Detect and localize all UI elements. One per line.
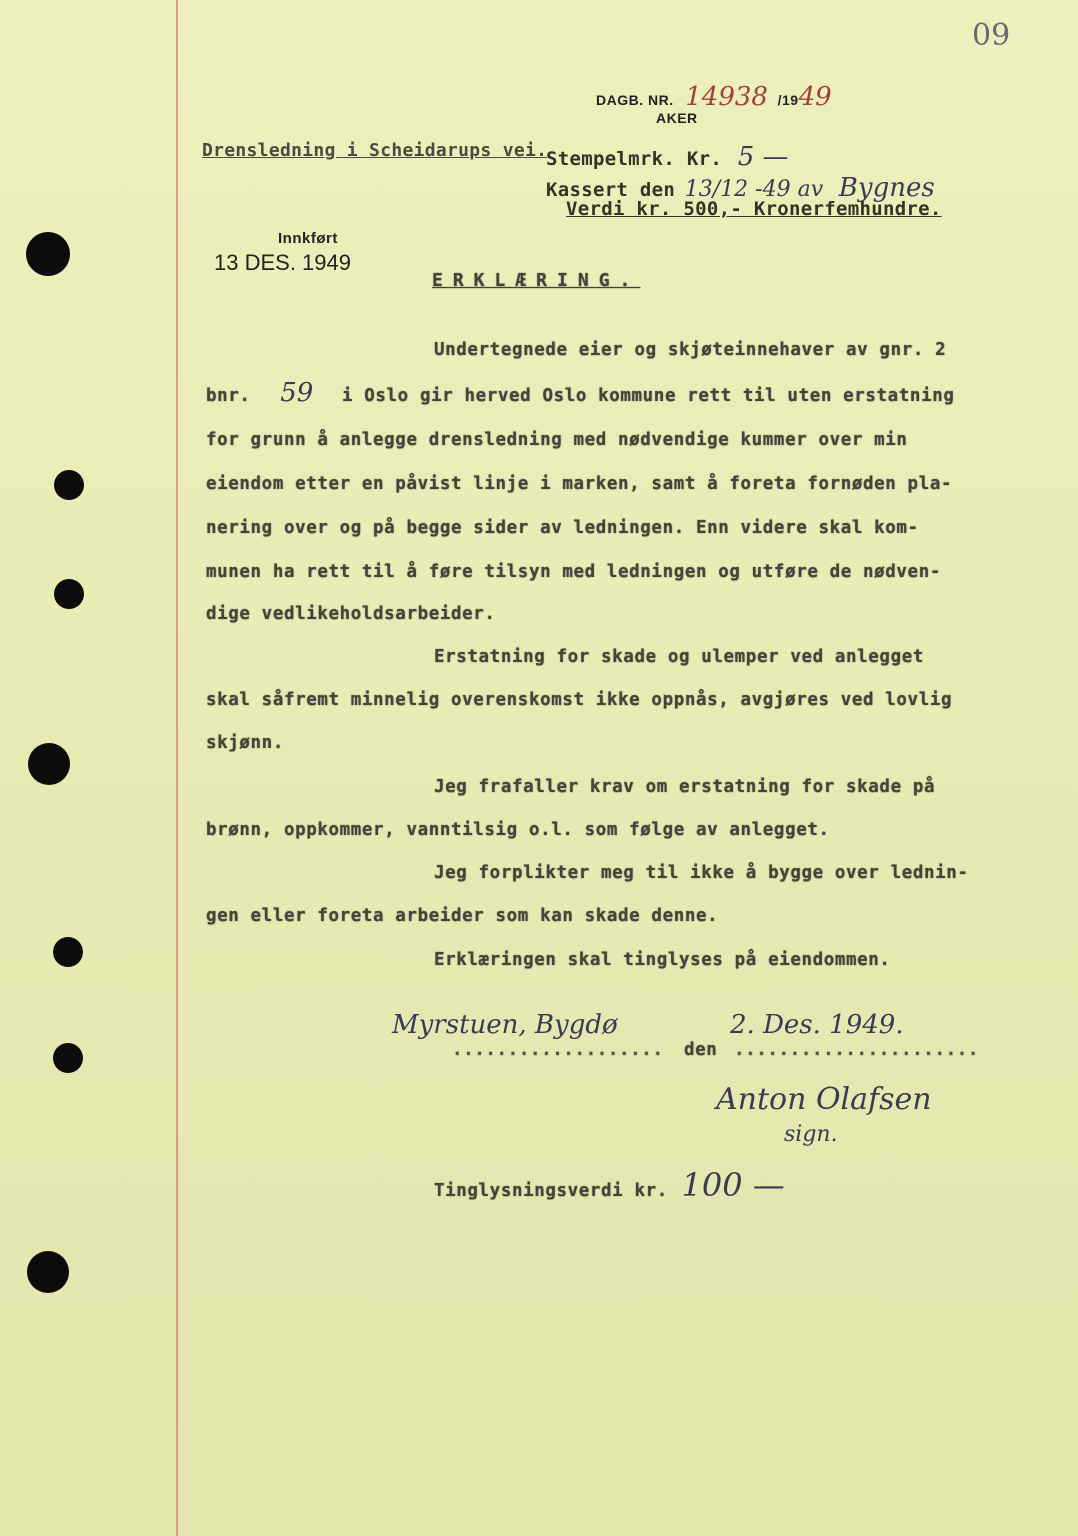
dagb-year-prefix: /19 — [777, 92, 799, 108]
punch-hole — [28, 743, 70, 785]
paragraph-line: eiendom etter en påvist linje i marken, samt å foreta fornøden pla- — [206, 474, 953, 494]
margin-rule — [176, 0, 178, 1536]
kassert-signature: Bygnes — [838, 173, 935, 203]
paragraph-line: munen ha rett til å føre tilsyn med ledningen og utføre de nødven- — [206, 562, 941, 582]
place-date-line — [392, 1010, 618, 1040]
punch-hole — [26, 232, 70, 276]
punch-hole — [27, 1251, 69, 1293]
signature: Anton Olafsen — [716, 1082, 932, 1117]
registration-label: Innkført — [278, 230, 338, 247]
punch-hole — [53, 937, 83, 967]
stempelmerke-label: Stempelmrk. Kr. — [546, 148, 723, 170]
paragraph-line: brønn, oppkommer, vanntilsig o.l. som følge av anlegget. — [206, 820, 830, 840]
page-number: 09 — [972, 18, 1011, 53]
dagb-label: DAGB. NR. — [596, 92, 674, 108]
bnr-label: bnr. — [206, 386, 251, 406]
tinglysning-label: Tinglysningsverdi kr. — [434, 1181, 668, 1201]
stempelmerke-amount: 5 — — [737, 142, 789, 172]
document-heading: ERKLÆRING. — [432, 270, 641, 291]
punch-hole — [54, 579, 84, 609]
paragraph-line: i Oslo gir herved Oslo kommune rett til uten erstatning — [342, 386, 955, 406]
paragraph-line: Jeg frafaller krav om erstatning for skade på — [434, 777, 936, 797]
district-label: AKER — [656, 110, 698, 126]
punch-hole — [53, 1043, 83, 1073]
paragraph-line: nering over og på begge sider av ledningen. Enn videre skal kom- — [206, 518, 919, 538]
paragraph-line: Jeg forplikter meg til ikke å bygge over lednin- — [434, 863, 969, 883]
subject-line: Drensledning i Scheidarups vei. — [202, 140, 548, 161]
paragraph-line: gen eller foreta arbeider som kan skade denne. — [206, 906, 719, 926]
tinglysning-line — [434, 1166, 785, 1204]
paragraph-line: dige vedlikeholdsarbeider. — [206, 604, 496, 624]
tinglysning-value: 100 — — [681, 1166, 785, 1204]
stempelmerke-line — [546, 142, 789, 172]
bnr-line — [206, 378, 327, 408]
kassert-label: Kassert den — [546, 179, 676, 201]
dagb-number: 14938 — [685, 82, 768, 112]
dagb-year-suffix: 49 — [798, 82, 832, 112]
date-dots: ...................... — [734, 1040, 979, 1060]
paragraph-line: Erklæringen skal tinglyses på eiendommen. — [434, 950, 891, 970]
signature-note: sign. — [784, 1122, 838, 1147]
paragraph-line: Erstatning for skade og ulemper ved anlegget — [434, 647, 924, 667]
bnr-number: 59 — [280, 378, 314, 408]
kassert-value: 13/12 -49 av — [684, 177, 824, 202]
date-handwritten: 2. Des. 1949. — [730, 1010, 904, 1040]
paragraph-line: Undertegnede eier og skjøteinnehaver av gnr. 2 — [434, 340, 947, 360]
paragraph-line: skjønn. — [206, 733, 284, 753]
registration-date: 13 DES. 1949 — [214, 250, 351, 275]
place-dots: ................... — [452, 1040, 664, 1060]
place-handwritten: Myrstuen, Bygdø — [392, 1010, 618, 1040]
verdi-line: Verdi kr. 500,- Kronerfemhundre. — [566, 198, 942, 220]
den-label: den — [684, 1040, 718, 1060]
punch-hole — [54, 470, 84, 500]
paragraph-line: skal såfremt minnelig overenskomst ikke oppnås, avgjøres ved lovlig — [206, 690, 953, 710]
paragraph-line: for grunn å anlegge drensledning med nødvendige kummer over min — [206, 430, 908, 450]
dagb-stamp — [596, 82, 832, 112]
